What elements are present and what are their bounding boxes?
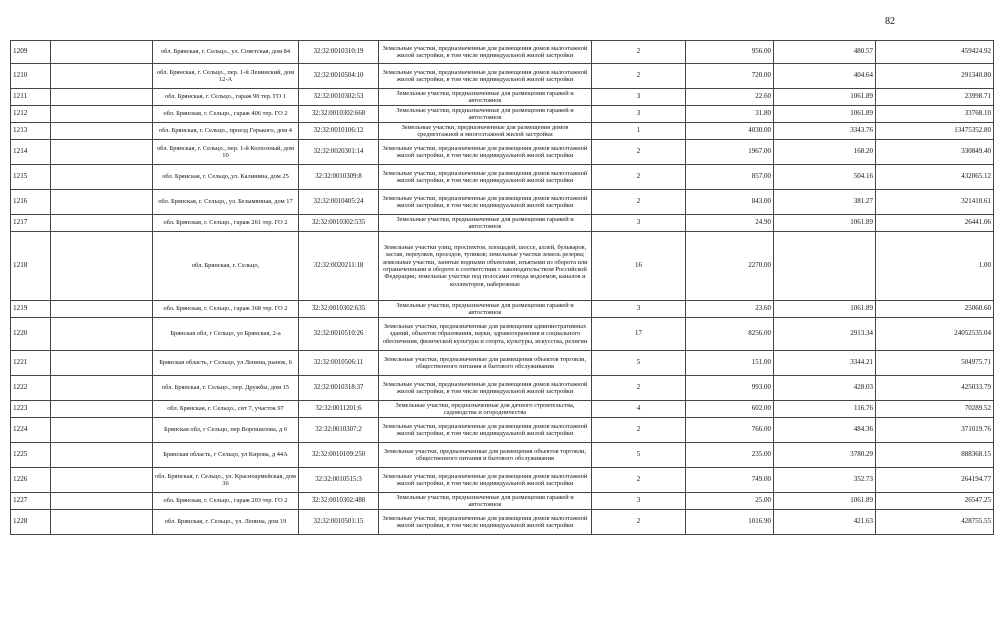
row-number-cell: 1218 [11, 232, 51, 301]
group-cell: 2 [592, 64, 686, 89]
group-cell: 2 [592, 165, 686, 190]
cadastral-number-cell: 32:32:0011201:6 [299, 401, 379, 418]
cadastral-value-cell: 432065.12 [876, 165, 994, 190]
group-cell: 2 [592, 190, 686, 215]
specific-value-cell: 3344.21 [774, 351, 876, 376]
cadastral-number-cell: 32:32:0020211:18 [299, 232, 379, 301]
land-use-cell: Земельные участки, предназначенные для размещения гаражей и автостоянок [379, 215, 592, 232]
group-cell: 2 [592, 468, 686, 493]
specific-value-cell: 404.64 [774, 64, 876, 89]
group-cell: 3 [592, 106, 686, 123]
group-cell: 3 [592, 89, 686, 106]
row-number-cell: 1214 [11, 140, 51, 165]
table-row [11, 418, 994, 443]
address-cell: обл. Брянская, г. Сельцо., гараж 368 тер. ГО 2 [153, 301, 299, 318]
area-cell: 720.00 [686, 64, 774, 89]
address-cell: Брянская обл, г Сельцо, пер Ворошилова, д 6 [153, 418, 299, 443]
blank-cell [51, 318, 153, 351]
cadastral-number-cell: 32:32:0010106:12 [299, 123, 379, 140]
row-number-cell: 1228 [11, 510, 51, 535]
cadastral-number-cell: 32:32:0010309:8 [299, 165, 379, 190]
land-use-cell: Земельные участки, предназначенные для размещения гаражей и автостоянок [379, 493, 592, 510]
address-cell: обл. Брянская, г. Сельцо., снт 7, участок 97 [153, 401, 299, 418]
row-number-cell: 1211 [11, 89, 51, 106]
blank-cell [51, 140, 153, 165]
area-cell: 956.00 [686, 41, 774, 64]
blank-cell [51, 468, 153, 493]
area-cell: 602.00 [686, 401, 774, 418]
blank-cell [51, 64, 153, 89]
cadastral-number-cell: 32:32:0010109:250 [299, 443, 379, 468]
cadastral-number-cell: 32:32:0010405:24 [299, 190, 379, 215]
cadastral-number-cell: 32:32:0010302:488 [299, 493, 379, 510]
cadastral-number-cell: 32:32:0010515:3 [299, 468, 379, 493]
land-use-cell: Земельные участки, предназначенные для дачного строительства, садоводства и огородничества [379, 401, 592, 418]
table-row [11, 89, 994, 106]
address-cell: Брянская область, г Сельцо, ул Ленина, рынок, 6 [153, 351, 299, 376]
group-cell: 1 [592, 123, 686, 140]
address-cell: обл. Брянская, г. Сельцо., пер. Дружбы, дом 15 [153, 376, 299, 401]
address-cell: обл. Брянская, г. Сельцо, [153, 232, 299, 301]
area-cell: 151.00 [686, 351, 774, 376]
address-cell: обл. Брянская, г. Сельцо., проезд Горького, дом 4 [153, 123, 299, 140]
land-use-cell: Земельные участки, предназначенные для размещения объектов торговли, общественного питания и бытового обслуживания [379, 351, 592, 376]
area-cell: 749.00 [686, 468, 774, 493]
blank-cell [51, 418, 153, 443]
row-number-cell: 1209 [11, 41, 51, 64]
cadastral-number-cell: 32:32:0010318:37 [299, 376, 379, 401]
cadastral-number-cell: 32:32:0010302:635 [299, 301, 379, 318]
table-row [11, 468, 994, 493]
group-cell: 5 [592, 443, 686, 468]
land-use-cell: Земельные участки, предназначенные для размещения домов малоэтажной жилой застройки, в том числе индивидуальной жилой застройки [379, 140, 592, 165]
table-row [11, 165, 994, 190]
specific-value-cell: 168.20 [774, 140, 876, 165]
area-cell: 993.00 [686, 376, 774, 401]
area-cell: 2270.00 [686, 232, 774, 301]
area-cell: 8256.00 [686, 318, 774, 351]
blank-cell [51, 165, 153, 190]
land-use-cell: Земельные участки, предназначенные для размещения гаражей и автостоянок [379, 89, 592, 106]
group-cell: 2 [592, 418, 686, 443]
address-cell: обл. Брянская, г. Сельцо., гараж 406 тер. ГО 2 [153, 106, 299, 123]
specific-value-cell: 2913.34 [774, 318, 876, 351]
area-cell: 25.00 [686, 493, 774, 510]
row-number-cell: 1222 [11, 376, 51, 401]
address-cell: Брянская область, г Сельцо, ул Кирова, д 44А [153, 443, 299, 468]
group-cell: 2 [592, 140, 686, 165]
group-cell: 16 [592, 232, 686, 301]
address-cell: обл. Брянская, г. Сельцо., ул. Советская, дом 84 [153, 41, 299, 64]
cadastral-number-cell: 32:32:0010501:15 [299, 510, 379, 535]
specific-value-cell: 1061.89 [774, 215, 876, 232]
table-row [11, 301, 994, 318]
blank-cell [51, 123, 153, 140]
blank-cell [51, 190, 153, 215]
cadastral-value-cell: 1.00 [876, 232, 994, 301]
area-cell: 24.90 [686, 215, 774, 232]
cadastral-value-cell: 321410.61 [876, 190, 994, 215]
row-number-cell: 1216 [11, 190, 51, 215]
land-use-cell: Земельные участки, предназначенные для размещения домов среднеэтажной и многоэтажной жилой застройки [379, 123, 592, 140]
blank-cell [51, 89, 153, 106]
land-use-cell: Земельные участки, предназначенные для размещения гаражей и автостоянок [379, 301, 592, 318]
cadastral-value-cell: 371019.76 [876, 418, 994, 443]
specific-value-cell: 1061.89 [774, 493, 876, 510]
group-cell: 3 [592, 215, 686, 232]
blank-cell [51, 215, 153, 232]
table-row [11, 318, 994, 351]
group-cell: 2 [592, 41, 686, 64]
cadastral-value-cell: 425033.79 [876, 376, 994, 401]
row-number-cell: 1212 [11, 106, 51, 123]
cadastral-value-cell: 330849.40 [876, 140, 994, 165]
specific-value-cell: 116.76 [774, 401, 876, 418]
page-number: 82 [885, 16, 895, 27]
area-cell: 235.00 [686, 443, 774, 468]
address-cell: обл. Брянская, г. Сельцо., ул. Ленина, дом 19 [153, 510, 299, 535]
specific-value-cell: 381.27 [774, 190, 876, 215]
area-cell: 857.00 [686, 165, 774, 190]
group-cell: 5 [592, 351, 686, 376]
blank-cell [51, 376, 153, 401]
area-cell: 22.60 [686, 89, 774, 106]
specific-value-cell [774, 232, 876, 301]
address-cell: обл. Брянская, г. Сельцо., гараж 203 тер. ГО 2 [153, 493, 299, 510]
land-use-cell: Земельные участки, предназначенные для размещения домов малоэтажной жилой застройки, в том числе индивидуальной жилой застройки [379, 41, 592, 64]
specific-value-cell: 480.57 [774, 41, 876, 64]
cadastral-value-cell: 459424.92 [876, 41, 994, 64]
blank-cell [51, 510, 153, 535]
cadastral-number-cell: 32:32:0010302:53 [299, 89, 379, 106]
land-use-cell: Земельные участки, предназначенные для размещения гаражей и автостоянок [379, 106, 592, 123]
row-number-cell: 1224 [11, 418, 51, 443]
group-cell: 3 [592, 301, 686, 318]
group-cell: 3 [592, 493, 686, 510]
area-cell: 31.80 [686, 106, 774, 123]
cadastral-value-table [10, 40, 994, 535]
address-cell: обл. Брянская, г. Сельцо., пер. 1-й Ленинский, дом 12-А [153, 64, 299, 89]
table-row [11, 493, 994, 510]
group-cell: 17 [592, 318, 686, 351]
table-row [11, 64, 994, 89]
cadastral-value-cell: 888368.15 [876, 443, 994, 468]
row-number-cell: 1225 [11, 443, 51, 468]
cadastral-value-cell: 33768.10 [876, 106, 994, 123]
address-cell: обл. Брянская, г. Сельцо., пер. 1-й Колхозный, дом 10 [153, 140, 299, 165]
cadastral-number-cell: 32:32:0010504:10 [299, 64, 379, 89]
land-use-cell: Земельные участки, предназначенные для размещения домов малоэтажной жилой застройки, в том числе индивидуальной жилой застройки [379, 376, 592, 401]
specific-value-cell: 504.16 [774, 165, 876, 190]
area-cell: 23.60 [686, 301, 774, 318]
row-number-cell: 1221 [11, 351, 51, 376]
cadastral-value-cell: 291340.80 [876, 64, 994, 89]
table-row [11, 351, 994, 376]
land-use-cell: Земельные участки, предназначенные для размещения домов малоэтажной жилой застройки, в том числе индивидуальной жилой застройки [379, 165, 592, 190]
row-number-cell: 1219 [11, 301, 51, 318]
specific-value-cell: 1061.89 [774, 89, 876, 106]
group-cell: 2 [592, 376, 686, 401]
land-use-cell: Земельные участки улиц, проспектов, площадей, шоссе, аллей, бульваров, застав, переулков, проездов, тупиков; земельные участки земель резерва; земельные участки, занятые водными объектами, изъятыми из оборота или ограниченными в обороте в соответствии с законодательством Российской Федерации; земельные участки под полосами отвода водоемов, каналов и коллекторов, набережные [379, 232, 592, 301]
blank-cell [51, 443, 153, 468]
table-row [11, 215, 994, 232]
blank-cell [51, 493, 153, 510]
area-cell: 4030.00 [686, 123, 774, 140]
table-row [11, 401, 994, 418]
row-number-cell: 1227 [11, 493, 51, 510]
row-number-cell: 1223 [11, 401, 51, 418]
cadastral-value-cell: 504975.71 [876, 351, 994, 376]
cadastral-number-cell: 32:32:0010302:668 [299, 106, 379, 123]
address-cell: обл. Брянская, г. Сельцо,,ул. Калинина, дом 25 [153, 165, 299, 190]
cadastral-value-cell: 25060.60 [876, 301, 994, 318]
cadastral-number-cell: 32:32:0010310:19 [299, 41, 379, 64]
land-use-cell: Земельные участки, предназначенные для размещения домов малоэтажной жилой застройки, в том числе индивидуальной жилой застройки [379, 418, 592, 443]
address-cell: обл. Брянская, г. Сельцо,, ул. Безымянная, дом 17 [153, 190, 299, 215]
table-row [11, 140, 994, 165]
cadastral-number-cell: 32:32:0020301:14 [299, 140, 379, 165]
land-use-cell: Земельные участки, предназначенные для размещения объектов торговли, общественного питания и бытового обслуживания [379, 443, 592, 468]
specific-value-cell: 3780.29 [774, 443, 876, 468]
blank-cell [51, 351, 153, 376]
row-number-cell: 1210 [11, 64, 51, 89]
group-cell: 2 [592, 510, 686, 535]
table-row [11, 443, 994, 468]
cadastral-value-cell: 26547.25 [876, 493, 994, 510]
area-cell: 766.00 [686, 418, 774, 443]
area-cell: 1016.90 [686, 510, 774, 535]
blank-cell [51, 232, 153, 301]
table-body [11, 41, 994, 535]
blank-cell [51, 41, 153, 64]
group-cell: 4 [592, 401, 686, 418]
land-use-cell: Земельные участки, предназначенные для размещения административных зданий, объектов образования, науки, здравоохранения и социального обеспечения, физической культуры и спорта, культуры, искусства, религии [379, 318, 592, 351]
specific-value-cell: 484.36 [774, 418, 876, 443]
table-row [11, 232, 994, 301]
table-row [11, 41, 994, 64]
blank-cell [51, 401, 153, 418]
address-cell: обл. Брянская, г. Сельцо., гараж 90 тер. ГО 1 [153, 89, 299, 106]
land-use-cell: Земельные участки, предназначенные для размещения домов малоэтажной жилой застройки, в том числе индивидуальной жилой застройки [379, 64, 592, 89]
specific-value-cell: 428.03 [774, 376, 876, 401]
row-number-cell: 1213 [11, 123, 51, 140]
specific-value-cell: 1061.89 [774, 301, 876, 318]
land-use-cell: Земельные участки, предназначенные для размещения домов малоэтажной жилой застройки, в том числе индивидуальной жилой застройки [379, 510, 592, 535]
blank-cell [51, 106, 153, 123]
table-row [11, 510, 994, 535]
cadastral-number-cell: 32:32:0010510:26 [299, 318, 379, 351]
area-cell: 843.00 [686, 190, 774, 215]
cadastral-value-cell: 70289.52 [876, 401, 994, 418]
land-use-cell: Земельные участки, предназначенные для размещения домов малоэтажной жилой застройки, в том числе индивидуальной жилой застройки [379, 468, 592, 493]
cadastral-value-cell: 264194.77 [876, 468, 994, 493]
address-cell: обл. Брянская, г. Сельцо., ул. Красноармейская, дом 36 [153, 468, 299, 493]
address-cell: обл. Брянская, г. Сельцо., гараж 261 тер. ГО 2 [153, 215, 299, 232]
cadastral-number-cell: 32:32:0010307:2 [299, 418, 379, 443]
row-number-cell: 1226 [11, 468, 51, 493]
row-number-cell: 1220 [11, 318, 51, 351]
cadastral-number-cell: 32:32:0010302:535 [299, 215, 379, 232]
specific-value-cell: 352.73 [774, 468, 876, 493]
specific-value-cell: 421.63 [774, 510, 876, 535]
land-use-cell: Земельные участки, предназначенные для размещения домов малоэтажной жилой застройки, в том числе индивидуальной жилой застройки [379, 190, 592, 215]
cadastral-value-cell: 23998.71 [876, 89, 994, 106]
table-row [11, 376, 994, 401]
row-number-cell: 1215 [11, 165, 51, 190]
cadastral-value-cell: 24052535.04 [876, 318, 994, 351]
specific-value-cell: 1061.89 [774, 106, 876, 123]
table-row [11, 190, 994, 215]
row-number-cell: 1217 [11, 215, 51, 232]
table-row [11, 106, 994, 123]
table-row [11, 123, 994, 140]
address-cell: Брянская обл, г Сельцо, ул Брянская, 2-а [153, 318, 299, 351]
cadastral-value-cell: 428755.55 [876, 510, 994, 535]
specific-value-cell: 3343.76 [774, 123, 876, 140]
cadastral-value-cell: 26441.06 [876, 215, 994, 232]
area-cell: 1967.00 [686, 140, 774, 165]
blank-cell [51, 301, 153, 318]
cadastral-value-cell: 13475352.80 [876, 123, 994, 140]
cadastral-number-cell: 32:32:0010506:11 [299, 351, 379, 376]
